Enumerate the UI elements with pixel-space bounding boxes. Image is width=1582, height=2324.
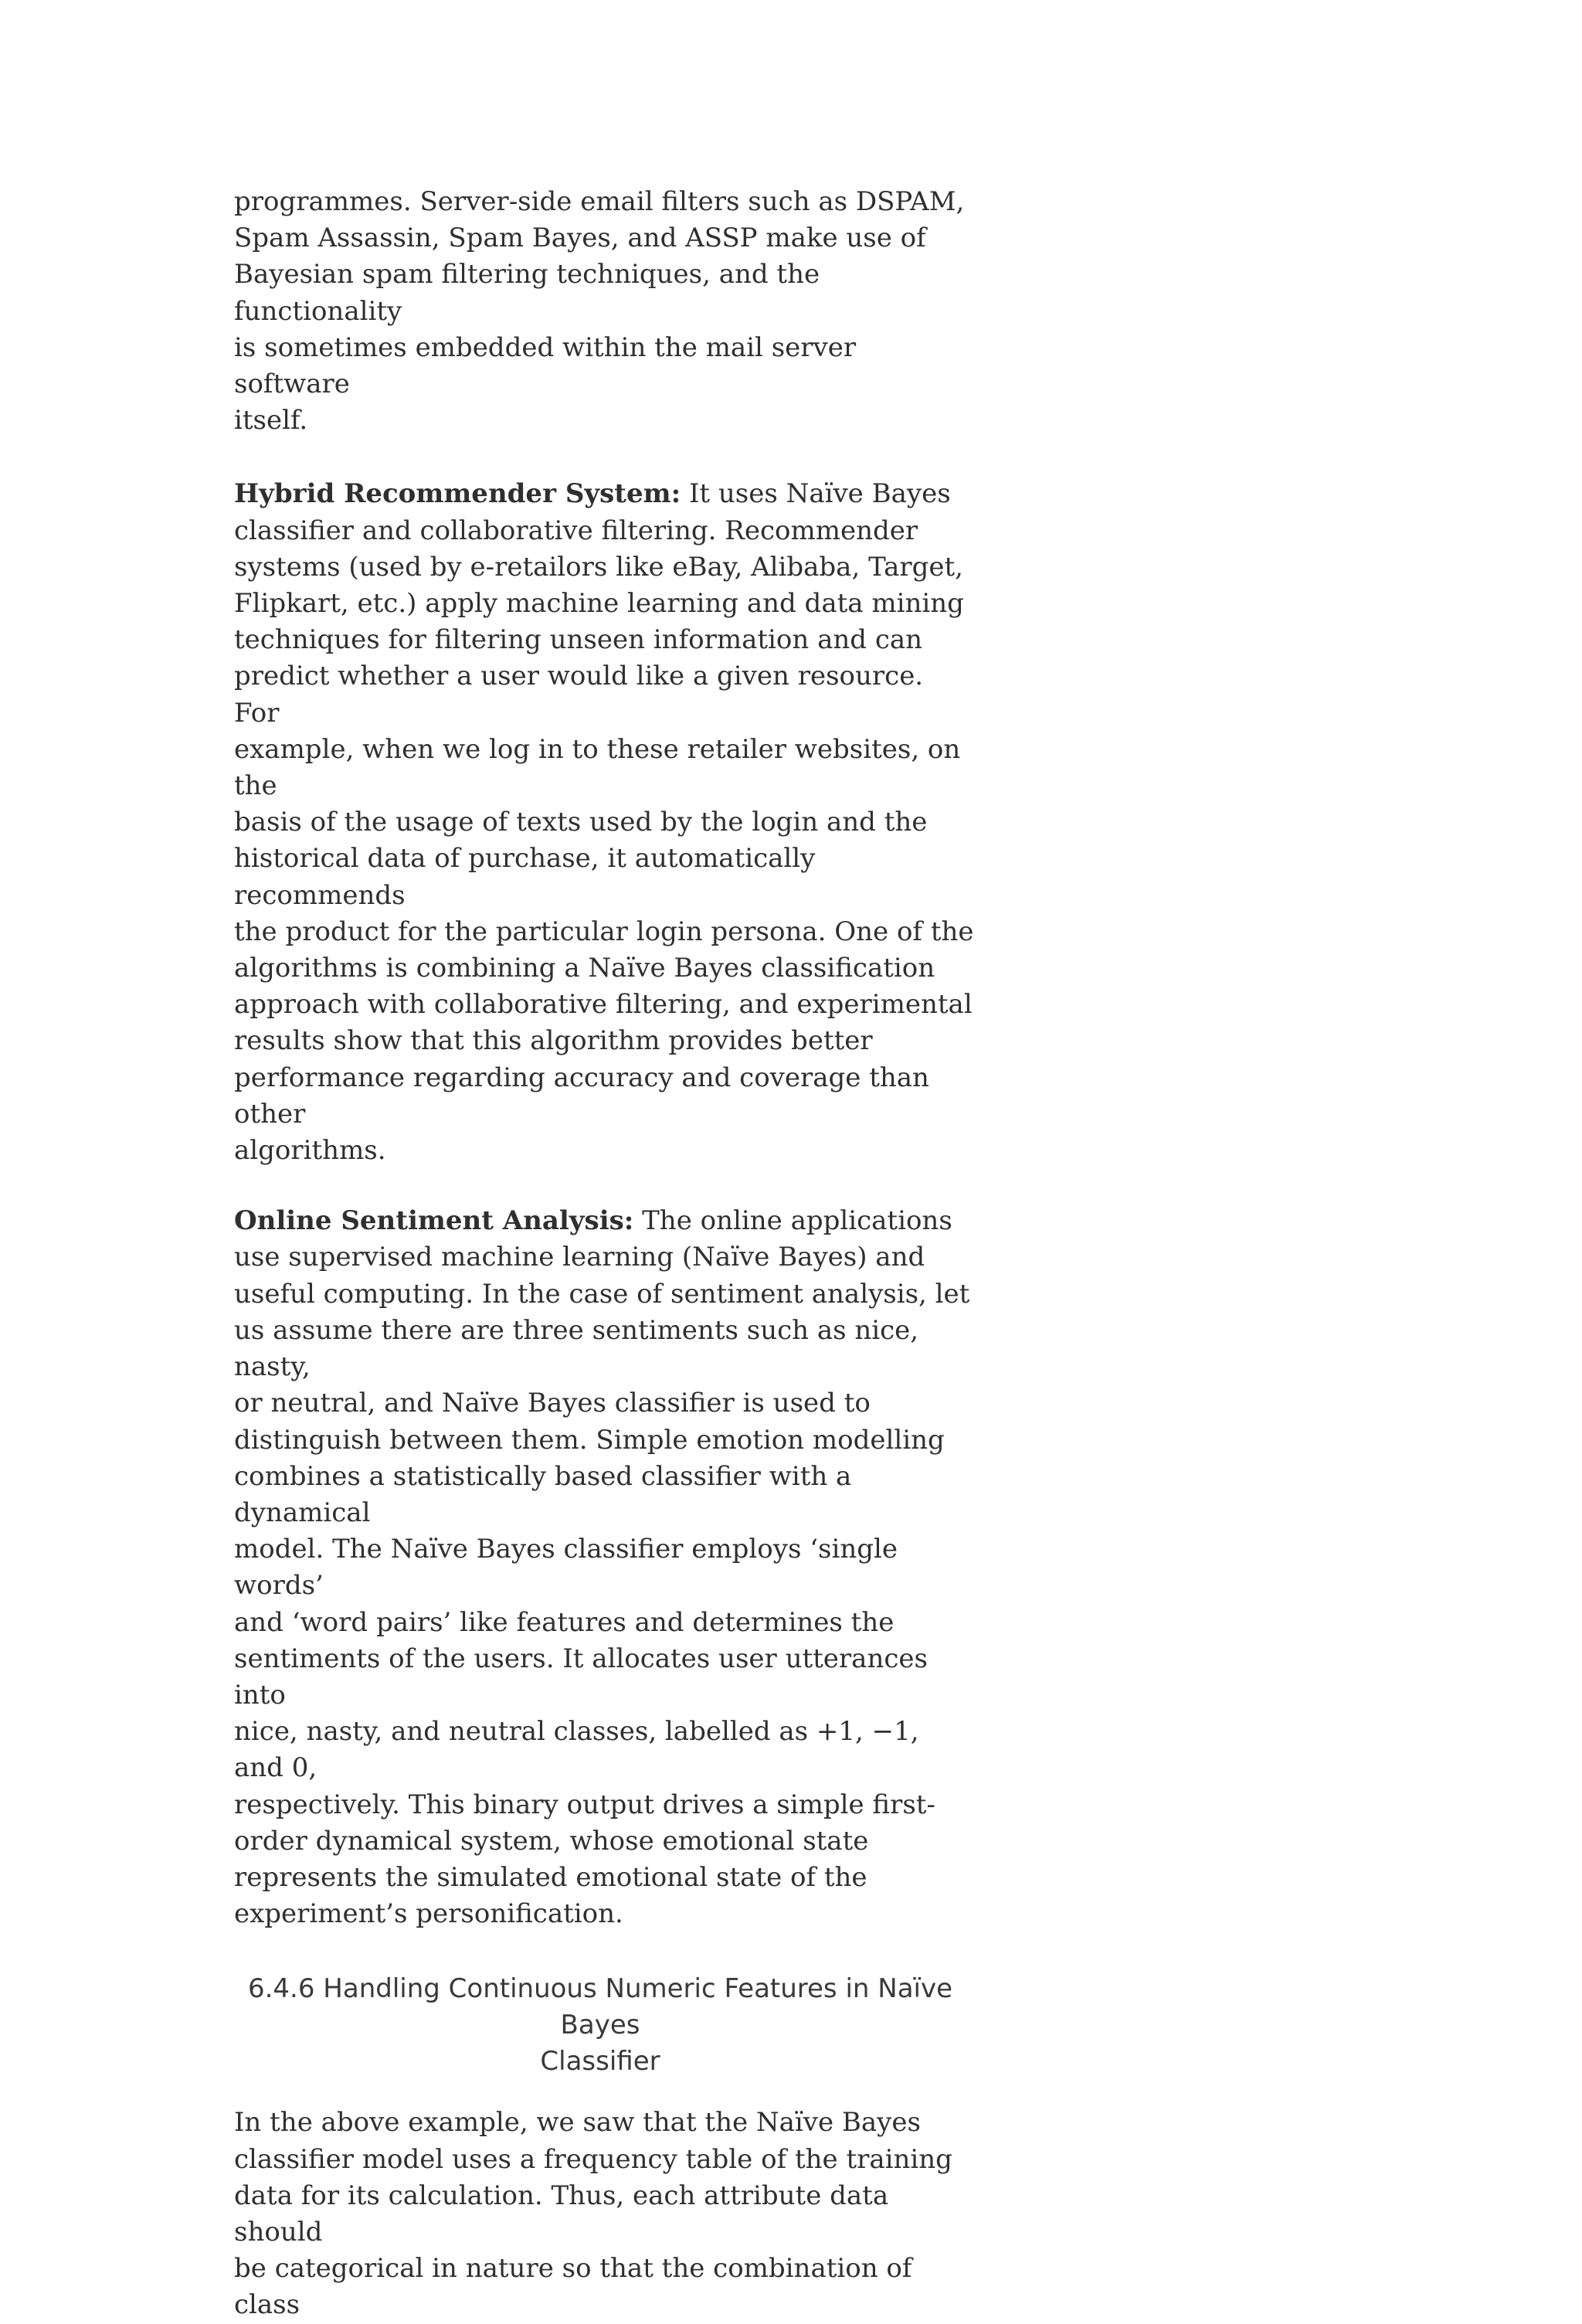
sentiment-analysis-heading: Online Sentiment Analysis: bbox=[234, 1205, 634, 1237]
section-heading: 6.4.6 Handling Continuous Numeric Features in Naïve Bayes Classifier bbox=[247, 1973, 953, 2078]
spam-filter-text: programmes. Server-side email filters such as DSPAM, Spam Assassin, Spam Bayes, and ASSP make use of Bayesian spam filtering techniques, and the functionality is sometimes embedded within the mail server software itself. bbox=[234, 186, 965, 437]
hybrid-recommender-heading: Hybrid Recommender System: bbox=[234, 478, 681, 510]
hybrid-recommender-paragraph bbox=[234, 476, 976, 1169]
spam-filter-paragraph bbox=[234, 184, 976, 439]
hybrid-recommender-text: It uses Naïve Bayes classifier and collaborative filtering. Recommender systems (used by e-retailors like eBay, Alibaba, Target, Flipkart, etc.) apply machine learning and data mining techniques for filtering unseen information and can predict whether a user would like a given resource. For example, when we log in to these retailer websites, on the basis of the usage of texts used by the login and the historical data of purchase, it automatically recommends the product for the particular login persona. One of the algorithms is combining a Naïve Bayes classification approach with collaborative filtering, and experimental results show that this algorithm provides better performance regarding accuracy and coverage than other algorithms. bbox=[234, 478, 974, 1167]
continuous-features-paragraph: In the above example, we saw that the Naïve Bayes classifier model uses a frequency table of the training data for its calculation. Thus, each attribute data should be categorical in nature so that the combination of class bbox=[234, 2107, 952, 2321]
sentiment-analysis-text: The online applications use supervised machine learning (Naïve Bayes) and useful computing. In the case of sentiment analysis, let us assume there are three sentiments such as nice, nasty, or neutral, and Naïve Bayes classifier is used to distinguish between them. Simple emotion modelling combines a statistically based classifier with a dynamical model. The Naïve Bayes classifier employs ‘single words’ and ‘word pairs’ like features and determines the sentiments of the users. It allocates user utterances into nice, nasty, and neutral classes, labelled as +1, −1, and 0, respectively. This binary output drives a simple first- order dynamical system, whose emotional state represents the simulated emotional state of the experiment’s personification. bbox=[234, 1205, 970, 1930]
sentiment-analysis-paragraph bbox=[234, 1203, 976, 1932]
text-column bbox=[234, 184, 976, 2324]
